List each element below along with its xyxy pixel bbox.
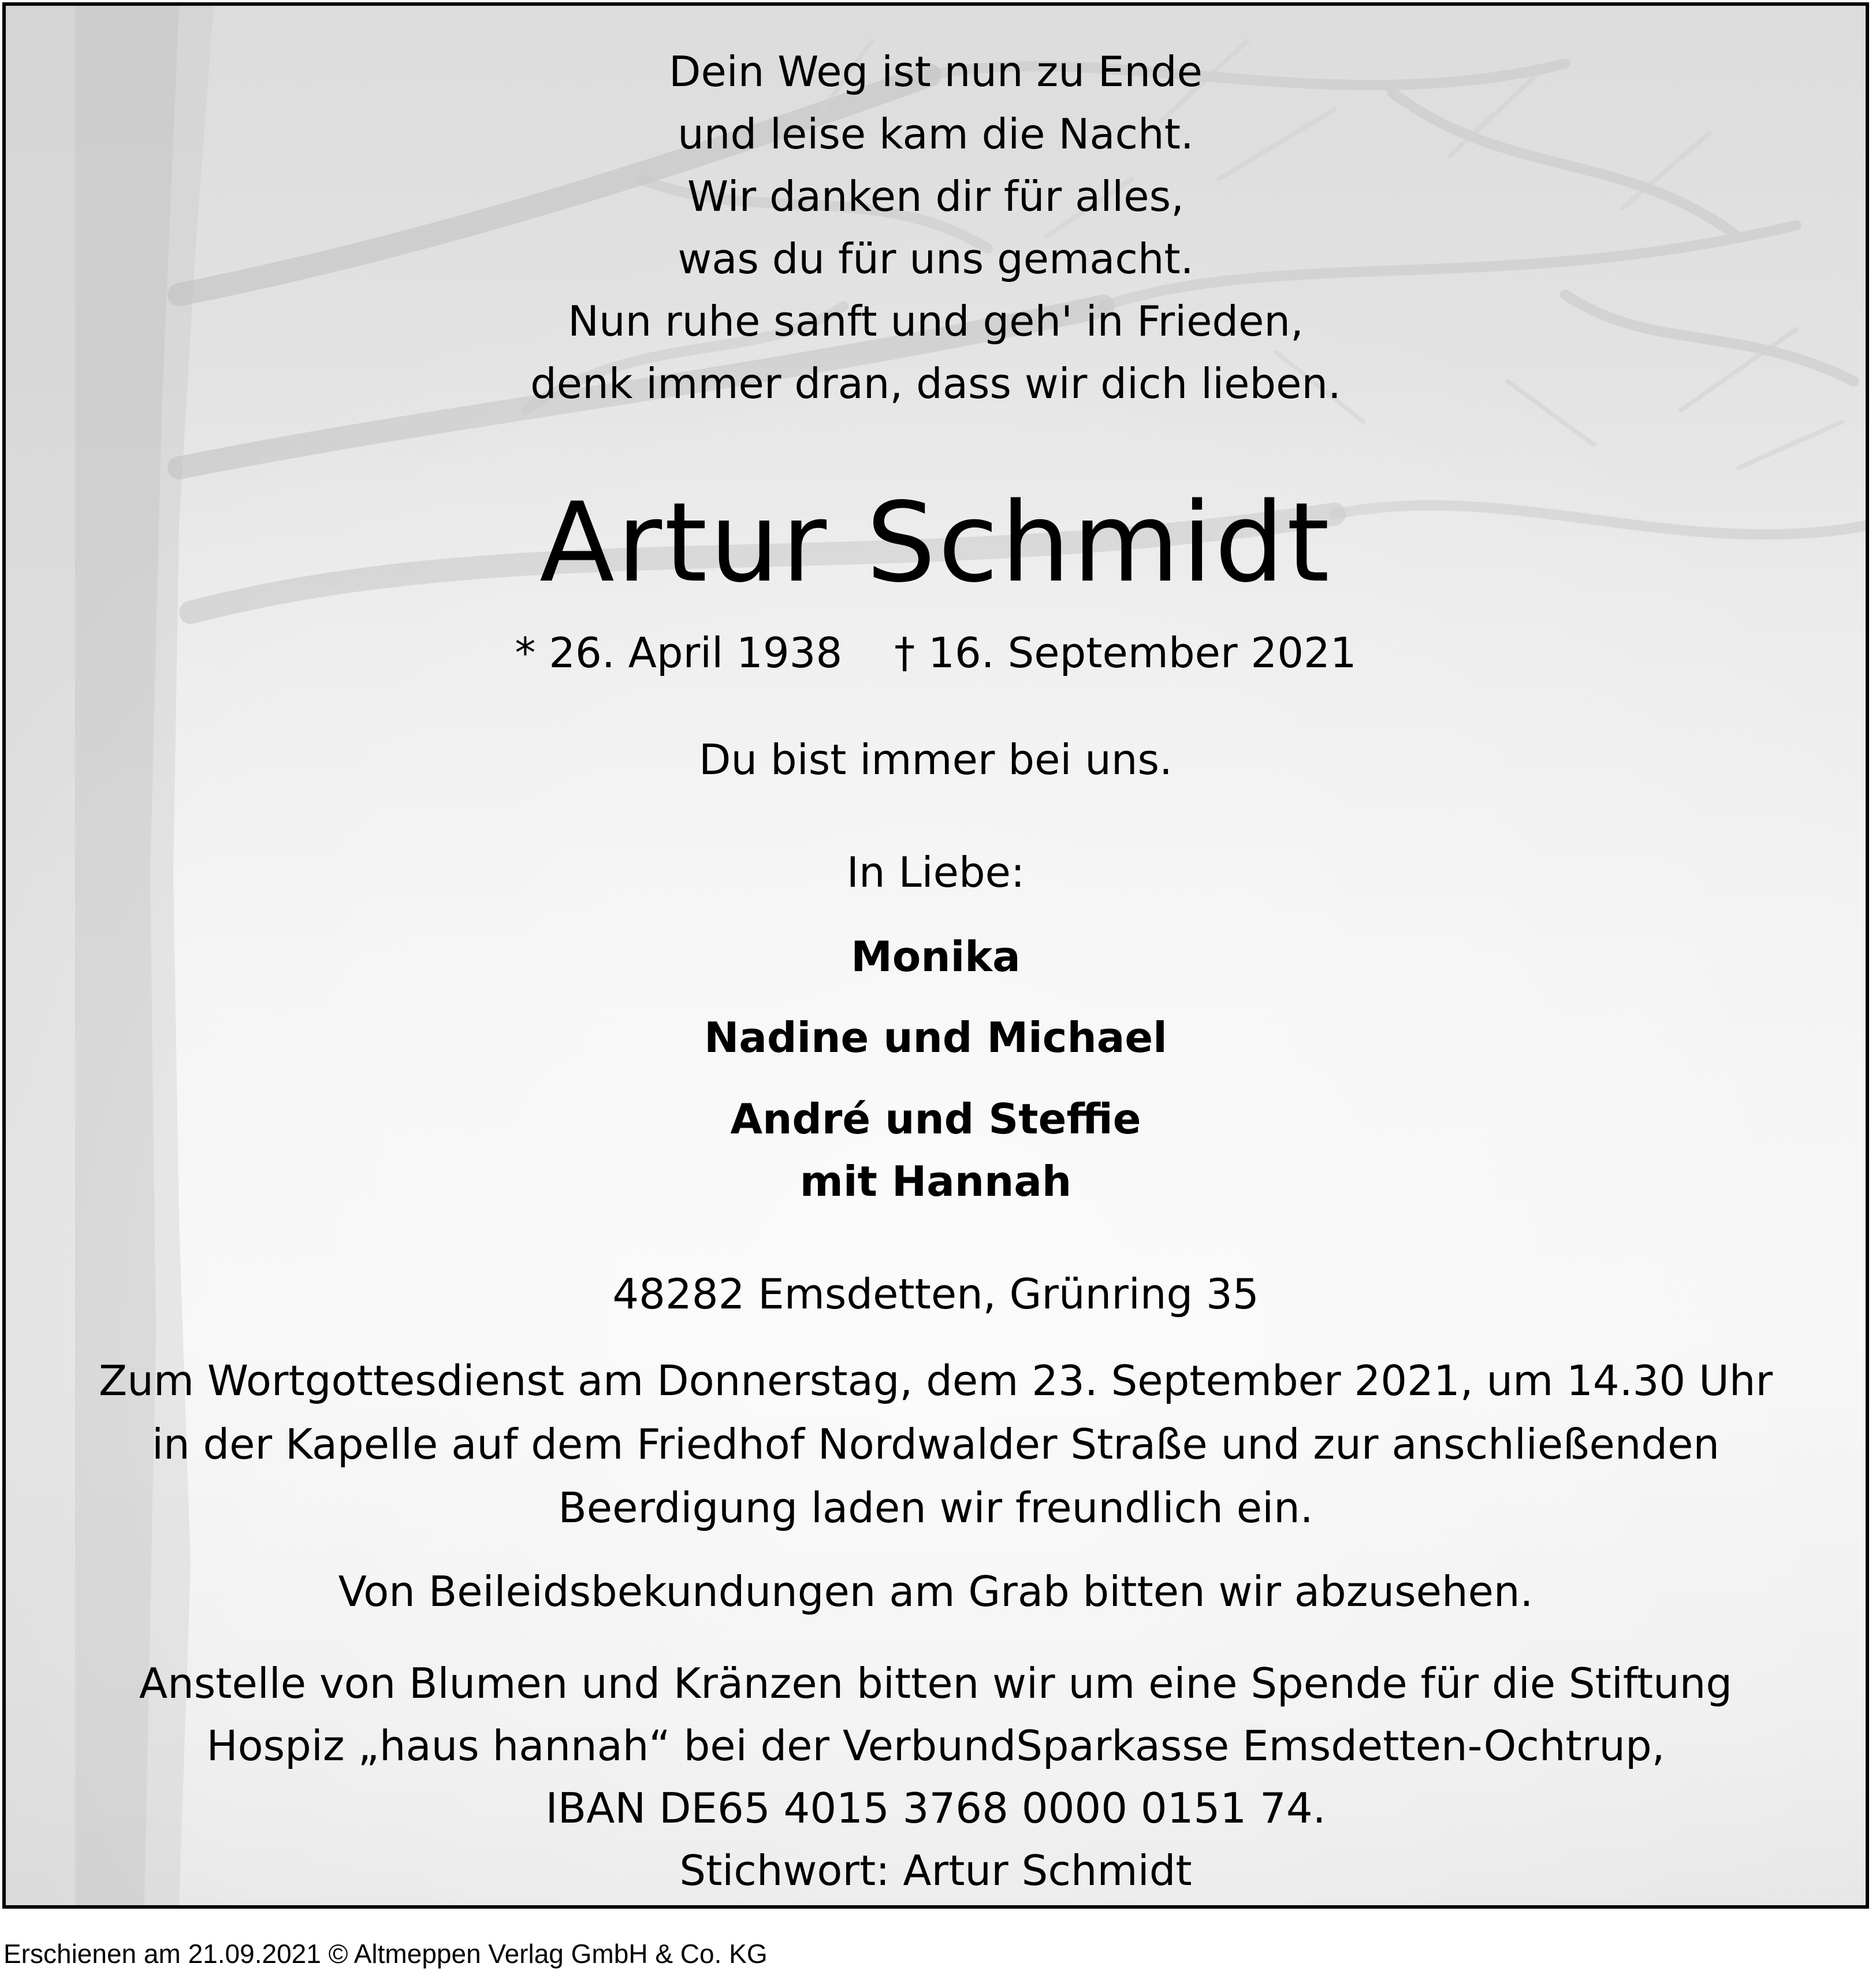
family-member: mit Hannah — [799, 1157, 1072, 1206]
publication-footer: Erschienen am 21.09.2021 © Altmeppen Verlag GmbH & Co. KG — [3, 1939, 768, 1969]
deceased-name: Artur Schmidt — [539, 479, 1332, 607]
poem-line: Wir danken dir für alles, — [687, 172, 1184, 221]
poem-line: Dein Weg ist nun zu Ende — [669, 47, 1203, 96]
service-line: in der Kapelle auf dem Friedhof Nordwalder Straße und zur anschließenden — [151, 1420, 1720, 1468]
motto: Du bist immer bei uns. — [699, 735, 1172, 784]
donation-info — [6, 1652, 1866, 1902]
service-info — [6, 1349, 1866, 1540]
condolence-note: Von Beileidsbekundungen am Grab bitten wir abzusehen. — [338, 1567, 1533, 1616]
poem-line: und leise kam die Nacht. — [678, 110, 1194, 158]
poem — [6, 40, 1866, 415]
poem-line: denk immer dran, dass wir dich lieben. — [530, 359, 1341, 408]
obituary-notice — [2, 2, 1869, 1909]
poem-line: Nun ruhe sanft und geh' in Frieden, — [568, 297, 1304, 345]
in-love-heading: In Liebe: — [846, 848, 1025, 897]
family-member: André und Steffie — [730, 1095, 1141, 1143]
address: 48282 Emsdetten, Grünring 35 — [612, 1270, 1259, 1318]
donation-line: IBAN DE65 4015 3768 0000 0151 74. — [545, 1784, 1326, 1832]
poem-line: was du für uns gemacht. — [678, 235, 1194, 283]
service-line: Beerdigung laden wir freundlich ein. — [558, 1484, 1313, 1532]
family-member: Nadine und Michael — [704, 1013, 1167, 1062]
family-member: Monika — [851, 932, 1021, 981]
life-dates — [6, 624, 1866, 682]
birth-date: * 26. April 1938 — [515, 629, 843, 677]
donation-line: Stichwort: Artur Schmidt — [679, 1846, 1192, 1895]
family-group — [6, 1088, 1866, 1213]
death-date: † 16. September 2021 — [894, 629, 1357, 677]
donation-line: Anstelle von Blumen und Kränzen bitten wir um eine Spende für die Stiftung — [139, 1659, 1733, 1708]
donation-line: Hospiz „haus hannah“ bei der VerbundSparkasse Emsdetten-Ochtrup, — [206, 1722, 1665, 1770]
service-line: Zum Wortgottesdienst am Donnerstag, dem 23. September 2021, um 14.30 Uhr — [98, 1356, 1773, 1405]
